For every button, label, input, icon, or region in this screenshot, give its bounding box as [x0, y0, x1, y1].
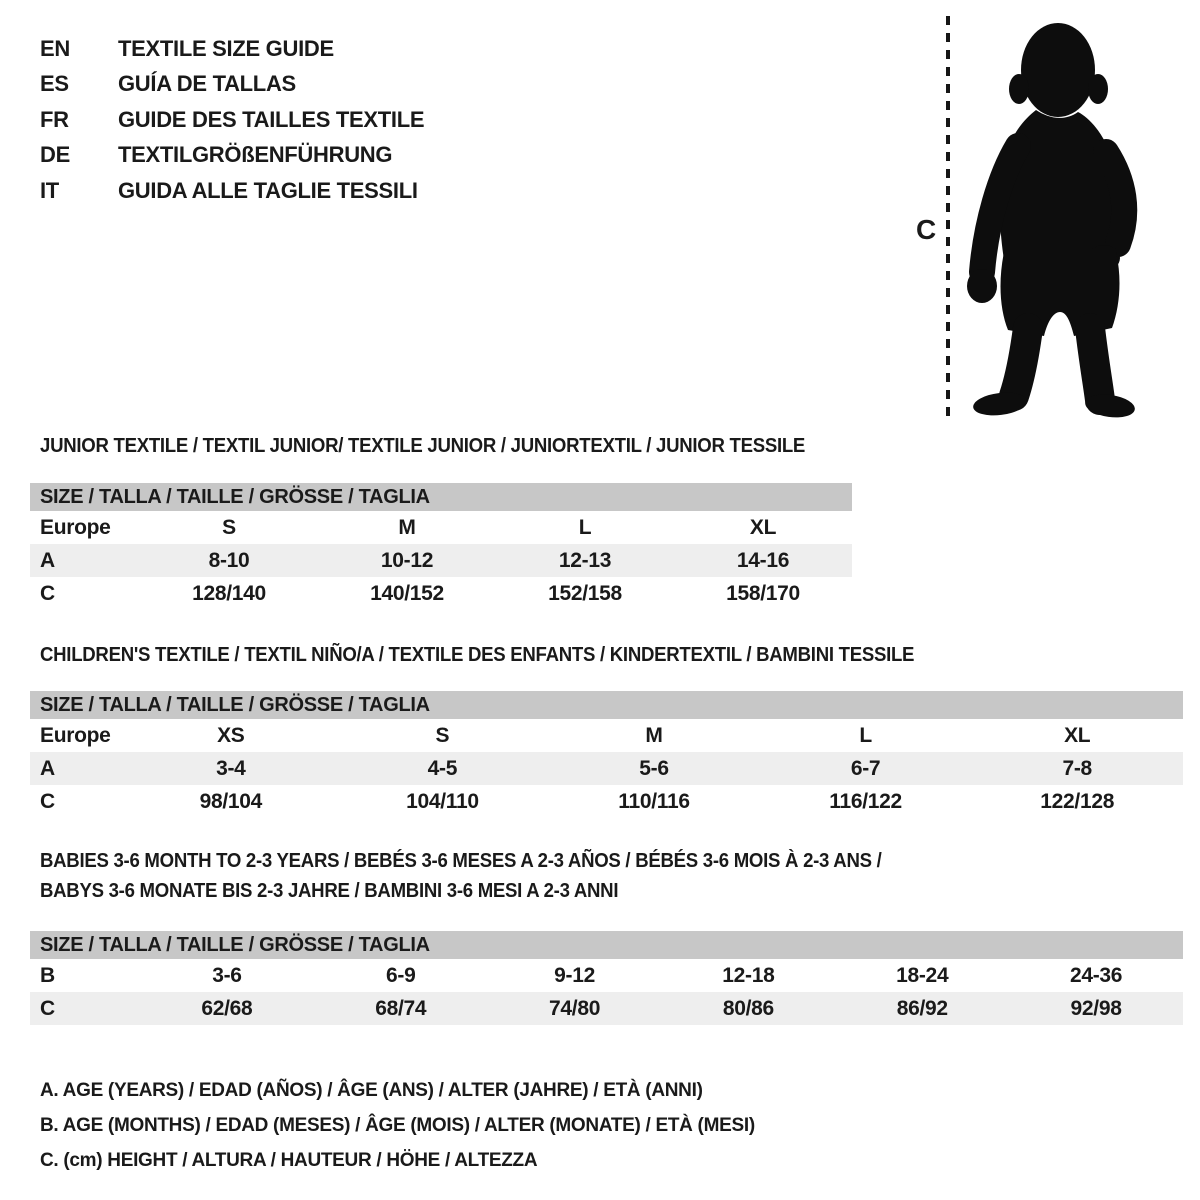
height-cell: 80/86: [722, 996, 774, 1020]
legend-line-a: A. AGE (YEARS) / EDAD (AÑOS) / ÂGE (ANS) / ALTER (JAHRE) / ETÀ (ANNI): [40, 1080, 703, 1101]
row-label: A: [40, 756, 55, 780]
size-cell: XS: [217, 723, 245, 747]
age-cell: 7-8: [1062, 756, 1092, 780]
table-row-age: [30, 752, 1183, 785]
junior-size-table: [30, 483, 852, 610]
age-cell: 14-16: [736, 548, 790, 572]
height-cell: 158/170: [726, 581, 800, 605]
row-label: Europe: [40, 515, 111, 539]
table-row-europe: [30, 719, 1183, 752]
size-cell: XL: [749, 515, 777, 539]
months-cell: 18-24: [896, 963, 949, 987]
size-cell: M: [398, 515, 416, 539]
months-cell: 9-12: [554, 963, 595, 987]
legend-line-c: C. (cm) HEIGHT / ALTURA / HAUTEUR / HÖHE / ALTEZZA: [40, 1150, 538, 1171]
months-cell: 12-18: [722, 963, 775, 987]
baby-silhouette-icon: [958, 14, 1143, 422]
row-label: A: [40, 548, 55, 572]
row-label: C: [40, 581, 55, 605]
age-cell: 8-10: [208, 548, 250, 572]
language-row-es: [40, 67, 424, 103]
size-cell: M: [645, 723, 663, 747]
size-header-bar: SIZE / TALLA / TAILLE / GRÖSSE / TAGLIA: [30, 931, 1183, 959]
children-section-title: CHILDREN'S TEXTILE / TEXTIL NIÑO/A / TEXTILE DES ENFANTS / KINDERTEXTIL / BAMBINI TESSILE: [40, 644, 915, 666]
size-header-bar: SIZE / TALLA / TAILLE / GRÖSSE / TAGLIA: [30, 691, 1183, 719]
age-cell: 5-6: [639, 756, 669, 780]
height-cell: 68/74: [375, 996, 427, 1020]
age-cell: 10-12: [380, 548, 434, 572]
children-size-table: [30, 691, 1183, 818]
language-list: [40, 31, 424, 209]
language-row-it: [40, 173, 424, 209]
language-title: TEXTILE SIZE GUIDE: [118, 35, 334, 61]
height-cell: 110/116: [618, 789, 690, 813]
legend: [40, 1073, 755, 1178]
row-label: Europe: [40, 723, 111, 747]
age-cell: 6-7: [850, 756, 881, 780]
table-row-europe: [30, 511, 852, 544]
height-cell: 122/128: [1040, 789, 1115, 813]
height-cell: 104/110: [406, 789, 479, 813]
table-row-age: [30, 544, 852, 577]
language-title: TEXTILGRÖßENFÜHRUNG: [118, 142, 393, 168]
height-cell: 152/158: [548, 581, 622, 605]
table-row-height: [30, 992, 1183, 1025]
language-row-en: [40, 31, 424, 67]
row-label: C: [40, 996, 55, 1020]
height-cell: 74/80: [549, 996, 601, 1020]
size-cell: L: [578, 515, 592, 539]
height-cell: 116/122: [829, 789, 902, 813]
height-dashed-line: [946, 16, 950, 416]
size-cell: L: [859, 723, 872, 747]
height-cell: 140/152: [370, 581, 444, 605]
height-cell: 98/104: [199, 789, 263, 813]
row-label: C: [40, 789, 55, 813]
size-cell: XL: [1064, 723, 1091, 747]
height-cell: 62/68: [201, 996, 253, 1020]
months-cell: 6-9: [386, 963, 416, 987]
table-row-height: [30, 785, 1183, 818]
junior-section-title: JUNIOR TEXTILE / TEXTIL JUNIOR/ TEXTILE JUNIOR / JUNIORTEXTIL / JUNIOR TESSILE: [40, 435, 806, 457]
height-cell: 92/98: [1070, 996, 1122, 1020]
age-cell: 12-13: [558, 548, 612, 572]
legend-line-b: B. AGE (MONTHS) / EDAD (MESES) / ÂGE (MOIS) / ALTER (MONATE) / ETÀ (MESI): [40, 1115, 755, 1136]
height-measure-label: C: [916, 214, 936, 245]
age-cell: 3-4: [216, 756, 246, 780]
table-row-height: [30, 577, 852, 610]
table-row-months: [30, 959, 1183, 992]
babies-section-title: BABIES 3-6 MONTH TO 2-3 YEARS / BEBÉS 3-6 MESES A 2-3 AÑOS / BÉBÉS 3-6 MOIS À 2-3 ANS / BABYS 3-6 MONATE BIS 2-3 JAHRE / BAMBINI 3-6 MESI A 2-3 ANNI: [40, 850, 882, 902]
months-cell: 3-6: [212, 963, 242, 987]
size-cell: S: [435, 723, 450, 747]
row-label: B: [40, 963, 55, 987]
language-row-fr: [40, 102, 424, 138]
months-cell: 24-36: [1069, 963, 1123, 987]
babies-size-table: [30, 931, 1183, 1025]
size-cell: S: [222, 515, 236, 539]
language-code: FR: [40, 106, 69, 132]
language-row-de: [40, 138, 424, 174]
height-cell: 86/92: [896, 996, 948, 1020]
height-cell: 128/140: [192, 581, 266, 605]
language-code: IT: [40, 177, 59, 203]
language-code: EN: [40, 35, 70, 61]
age-cell: 4-5: [427, 756, 458, 780]
language-code: DE: [40, 142, 70, 168]
language-title: GUIDA ALLE TAGLIE TESSILI: [118, 177, 418, 203]
language-title: GUÍA DE TALLAS: [118, 71, 296, 97]
size-header-bar: SIZE / TALLA / TAILLE / GRÖSSE / TAGLIA: [30, 483, 852, 511]
language-title: GUIDE DES TAILLES TEXTILE: [118, 106, 425, 132]
language-code: ES: [40, 71, 69, 97]
